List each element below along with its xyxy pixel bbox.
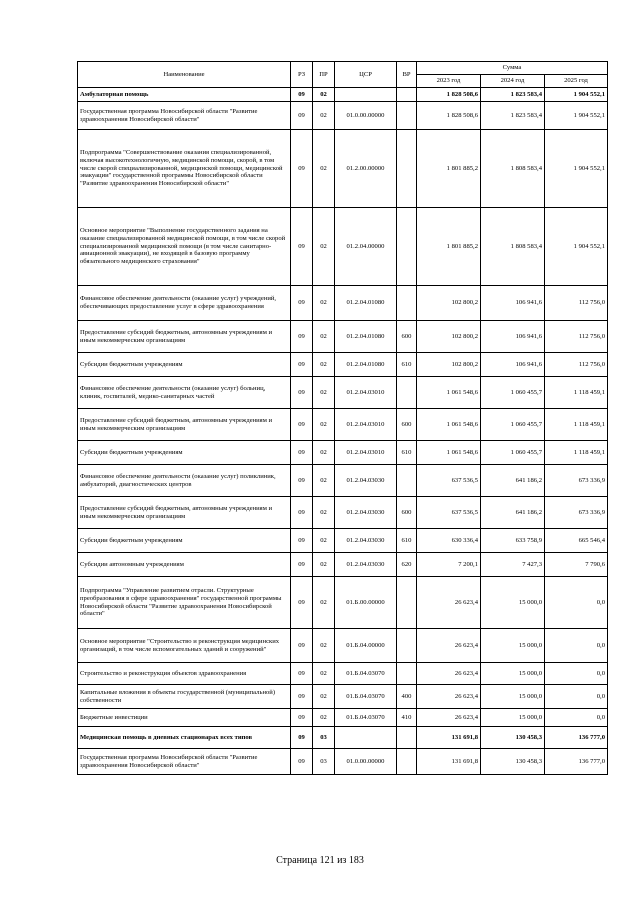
cell-2024: 15 000,0 — [481, 577, 545, 629]
cell-vr — [397, 577, 417, 629]
cell-csr: 01.2.04.03030 — [335, 465, 397, 497]
cell-vr — [397, 286, 417, 321]
table-row — [78, 286, 608, 321]
cell-pr: 02 — [313, 286, 335, 321]
cell-pr: 02 — [313, 321, 335, 353]
cell-2023: 26 623,4 — [417, 709, 481, 727]
cell-pr: 02 — [313, 88, 335, 102]
table-row — [78, 553, 608, 577]
cell-name: Финансовое обеспечение деятельности (оказание услуг) учреждений, обеспечивающих предоставление услуг в сфере здравоохранения — [78, 286, 291, 321]
table-row — [78, 377, 608, 409]
cell-2024: 106 941,6 — [481, 321, 545, 353]
cell-rz: 09 — [291, 208, 313, 286]
cell-name: Подпрограмма "Совершенствование оказания специализированной, включая высокотехнологичную, медицинской помощи, скорой, в том числе скорой специализированной, медицинской помощи, медицинской эвакуации" государственной программы Новосибирской области "Развитие здравоохранения Новосибирской области" — [78, 130, 291, 208]
cell-vr — [397, 377, 417, 409]
cell-pr: 02 — [313, 497, 335, 529]
cell-2025: 0,0 — [545, 577, 608, 629]
table-row — [78, 465, 608, 497]
cell-2023: 26 623,4 — [417, 577, 481, 629]
cell-csr: 01.2.04.03010 — [335, 409, 397, 441]
cell-pr: 03 — [313, 727, 335, 749]
cell-csr: 01.2.04.00000 — [335, 208, 397, 286]
cell-2024: 130 458,3 — [481, 727, 545, 749]
cell-2025: 136 777,0 — [545, 749, 608, 775]
cell-2025: 112 756,0 — [545, 353, 608, 377]
cell-csr: 01.2.04.03030 — [335, 553, 397, 577]
cell-2024: 15 000,0 — [481, 663, 545, 685]
cell-vr — [397, 727, 417, 749]
cell-rz: 09 — [291, 130, 313, 208]
cell-csr: 01.Б.04.00000 — [335, 629, 397, 663]
cell-rz: 09 — [291, 409, 313, 441]
col-header-rz: РЗ — [291, 62, 313, 88]
cell-pr: 02 — [313, 409, 335, 441]
cell-2025: 112 756,0 — [545, 321, 608, 353]
cell-pr: 02 — [313, 629, 335, 663]
cell-rz: 09 — [291, 353, 313, 377]
cell-name: Подпрограмма "Управление развитием отрасли. Структурные преобразования в сфере здравоохранения" государственной программы Новосибирской области "Развитие здравоохранения Новосибирской области" — [78, 577, 291, 629]
table-row — [78, 208, 608, 286]
cell-2025: 673 336,9 — [545, 497, 608, 529]
cell-csr: 01.0.00.00000 — [335, 749, 397, 775]
cell-name: Государственная программа Новосибирской области "Развитие здравоохранения Новосибирской области" — [78, 749, 291, 775]
cell-rz: 09 — [291, 709, 313, 727]
cell-rz: 09 — [291, 663, 313, 685]
cell-2025: 1 904 552,1 — [545, 208, 608, 286]
cell-name: Предоставление субсидий бюджетным, автономным учреждениям и иным некоммерческим организациям — [78, 321, 291, 353]
cell-2025: 112 756,0 — [545, 286, 608, 321]
cell-2025: 0,0 — [545, 709, 608, 727]
cell-2025: 1 118 459,1 — [545, 377, 608, 409]
cell-2023: 1 801 885,2 — [417, 130, 481, 208]
cell-rz: 09 — [291, 553, 313, 577]
table-row — [78, 409, 608, 441]
cell-2025: 665 546,4 — [545, 529, 608, 553]
cell-2024: 641 186,2 — [481, 497, 545, 529]
table-header — [78, 62, 608, 88]
cell-pr: 02 — [313, 130, 335, 208]
cell-pr: 02 — [313, 465, 335, 497]
col-header-vr: ВР — [397, 62, 417, 88]
cell-2023: 26 623,4 — [417, 663, 481, 685]
cell-name: Медицинская помощь в дневных стационарах всех типов — [78, 727, 291, 749]
cell-rz: 09 — [291, 286, 313, 321]
cell-pr: 02 — [313, 353, 335, 377]
cell-csr: 01.2.00.00000 — [335, 130, 397, 208]
cell-vr — [397, 130, 417, 208]
cell-2025: 0,0 — [545, 629, 608, 663]
cell-rz: 09 — [291, 441, 313, 465]
table-body — [78, 88, 608, 775]
cell-2024: 1 808 583,4 — [481, 130, 545, 208]
cell-rz: 09 — [291, 749, 313, 775]
cell-2025: 7 790,6 — [545, 553, 608, 577]
page-number: Страница 121 из 183 — [276, 855, 364, 866]
table-row — [78, 130, 608, 208]
table-row — [78, 749, 608, 775]
cell-csr: 01.2.04.03030 — [335, 497, 397, 529]
cell-name: Предоставление субсидий бюджетным, автономным учреждениям и иным некоммерческим организациям — [78, 409, 291, 441]
col-header-csr: ЦСР — [335, 62, 397, 88]
budget-table — [77, 61, 608, 775]
cell-csr: 01.Б.04.03070 — [335, 709, 397, 727]
cell-2023: 1 828 508,6 — [417, 102, 481, 130]
cell-rz: 09 — [291, 88, 313, 102]
cell-rz: 09 — [291, 685, 313, 709]
cell-name: Бюджетные инвестиции — [78, 709, 291, 727]
cell-csr: 01.0.00.00000 — [335, 102, 397, 130]
cell-name: Субсидии бюджетным учреждениям — [78, 353, 291, 377]
cell-vr: 410 — [397, 709, 417, 727]
cell-pr: 02 — [313, 102, 335, 130]
cell-2023: 1 061 548,6 — [417, 441, 481, 465]
cell-name: Основное мероприятие "Выполнение государственного задания на оказание специализированной медицинской помощи, в том числе скорой специализированной медицинской помощи (в том числе санитарно-авиационной эвакуации), не входящей в базовую программу обязательного медицинского страхования" — [78, 208, 291, 286]
table-row — [78, 663, 608, 685]
cell-csr: 01.2.04.03010 — [335, 377, 397, 409]
cell-csr: 01.2.04.01080 — [335, 353, 397, 377]
cell-2023: 102 800,2 — [417, 286, 481, 321]
cell-2025: 136 777,0 — [545, 727, 608, 749]
cell-name: Субсидии автономным учреждениям — [78, 553, 291, 577]
cell-rz: 09 — [291, 529, 313, 553]
cell-name: Государственная программа Новосибирской области "Развитие здравоохранения Новосибирской области" — [78, 102, 291, 130]
cell-2024: 641 186,2 — [481, 465, 545, 497]
cell-2024: 1 823 583,4 — [481, 102, 545, 130]
cell-pr: 03 — [313, 749, 335, 775]
table-row — [78, 629, 608, 663]
cell-2024: 106 941,6 — [481, 286, 545, 321]
cell-2025: 673 336,9 — [545, 465, 608, 497]
cell-csr: 01.2.04.01080 — [335, 321, 397, 353]
cell-vr: 610 — [397, 353, 417, 377]
cell-name: Финансовое обеспечение деятельности (оказание услуг) больниц, клиник, госпиталей, медико-санитарных частей — [78, 377, 291, 409]
cell-2024: 633 758,9 — [481, 529, 545, 553]
col-header-pr: ПР — [313, 62, 335, 88]
table-row — [78, 577, 608, 629]
cell-vr: 400 — [397, 685, 417, 709]
cell-pr: 02 — [313, 377, 335, 409]
cell-csr: 01.2.04.01080 — [335, 286, 397, 321]
cell-pr: 02 — [313, 441, 335, 465]
cell-2024: 130 458,3 — [481, 749, 545, 775]
table-row — [78, 497, 608, 529]
cell-vr — [397, 208, 417, 286]
cell-vr: 610 — [397, 529, 417, 553]
cell-2024: 1 060 455,7 — [481, 441, 545, 465]
cell-pr: 02 — [313, 529, 335, 553]
cell-2025: 1 904 552,1 — [545, 88, 608, 102]
cell-pr: 02 — [313, 208, 335, 286]
cell-name: Субсидии бюджетным учреждениям — [78, 529, 291, 553]
cell-csr: 01.Б.04.03070 — [335, 685, 397, 709]
cell-vr — [397, 88, 417, 102]
cell-vr — [397, 663, 417, 685]
cell-2025: 0,0 — [545, 685, 608, 709]
table-row — [78, 529, 608, 553]
cell-rz: 09 — [291, 321, 313, 353]
cell-2024: 15 000,0 — [481, 685, 545, 709]
cell-2023: 7 200,1 — [417, 553, 481, 577]
cell-name: Амбулаторная помощь — [78, 88, 291, 102]
cell-2024: 15 000,0 — [481, 629, 545, 663]
cell-2023: 637 536,5 — [417, 497, 481, 529]
cell-2025: 1 118 459,1 — [545, 409, 608, 441]
cell-rz: 09 — [291, 377, 313, 409]
cell-2024: 7 427,3 — [481, 553, 545, 577]
cell-2023: 102 800,2 — [417, 321, 481, 353]
cell-2023: 637 536,5 — [417, 465, 481, 497]
table-row — [78, 441, 608, 465]
cell-name: Предоставление субсидий бюджетным, автономным учреждениям и иным некоммерческим организациям — [78, 497, 291, 529]
cell-vr: 600 — [397, 497, 417, 529]
cell-2025: 1 904 552,1 — [545, 102, 608, 130]
cell-rz: 09 — [291, 102, 313, 130]
cell-2023: 102 800,2 — [417, 353, 481, 377]
cell-pr: 02 — [313, 553, 335, 577]
cell-2024: 15 000,0 — [481, 709, 545, 727]
cell-2023: 26 623,4 — [417, 629, 481, 663]
cell-csr: 01.Б.00.00000 — [335, 577, 397, 629]
cell-2024: 1 060 455,7 — [481, 377, 545, 409]
cell-pr: 02 — [313, 685, 335, 709]
cell-pr: 02 — [313, 577, 335, 629]
cell-rz: 09 — [291, 497, 313, 529]
cell-2023: 26 623,4 — [417, 685, 481, 709]
cell-vr: 600 — [397, 321, 417, 353]
table-row — [78, 321, 608, 353]
table-row — [78, 685, 608, 709]
cell-rz: 09 — [291, 629, 313, 663]
cell-rz: 09 — [291, 727, 313, 749]
table-row — [78, 727, 608, 749]
cell-2023: 1 061 548,6 — [417, 377, 481, 409]
cell-name: Капитальные вложения в объекты государственной (муниципальной) собственности — [78, 685, 291, 709]
col-header-2024: 2024 год — [481, 75, 545, 88]
table-row — [78, 353, 608, 377]
cell-csr — [335, 88, 397, 102]
cell-2024: 1 823 583,4 — [481, 88, 545, 102]
col-header-name: Наименование — [78, 62, 291, 88]
cell-vr — [397, 629, 417, 663]
cell-2025: 1 904 552,1 — [545, 130, 608, 208]
cell-2023: 131 691,8 — [417, 749, 481, 775]
cell-2024: 106 941,6 — [481, 353, 545, 377]
cell-name: Субсидии бюджетным учреждениям — [78, 441, 291, 465]
cell-2025: 1 118 459,1 — [545, 441, 608, 465]
cell-rz: 09 — [291, 465, 313, 497]
cell-csr — [335, 727, 397, 749]
cell-name: Финансовое обеспечение деятельности (оказание услуг) поликлиник, амбулаторий, диагностических центров — [78, 465, 291, 497]
cell-2023: 131 691,8 — [417, 727, 481, 749]
cell-rz: 09 — [291, 577, 313, 629]
table-row — [78, 88, 608, 102]
cell-2023: 1 061 548,6 — [417, 409, 481, 441]
col-header-2025: 2025 год — [545, 75, 608, 88]
cell-2023: 630 336,4 — [417, 529, 481, 553]
cell-vr — [397, 102, 417, 130]
cell-name: Строительство и реконструкция объектов здравоохранения — [78, 663, 291, 685]
table-row — [78, 102, 608, 130]
col-header-sum: Сумма — [417, 62, 608, 75]
cell-vr: 610 — [397, 441, 417, 465]
cell-vr: 600 — [397, 409, 417, 441]
cell-2025: 0,0 — [545, 663, 608, 685]
cell-2023: 1 801 885,2 — [417, 208, 481, 286]
cell-vr: 620 — [397, 553, 417, 577]
cell-vr — [397, 465, 417, 497]
cell-pr: 02 — [313, 663, 335, 685]
cell-csr: 01.2.04.03030 — [335, 529, 397, 553]
col-header-2023: 2023 год — [417, 75, 481, 88]
cell-vr — [397, 749, 417, 775]
cell-csr: 01.Б.04.03070 — [335, 663, 397, 685]
cell-2024: 1 808 583,4 — [481, 208, 545, 286]
cell-2023: 1 828 508,6 — [417, 88, 481, 102]
cell-2024: 1 060 455,7 — [481, 409, 545, 441]
cell-pr: 02 — [313, 709, 335, 727]
cell-name: Основное мероприятие "Строительство и реконструкция медицинских организаций, в том числе вспомогательных зданий и сооружений" — [78, 629, 291, 663]
table-row — [78, 709, 608, 727]
cell-csr: 01.2.04.03010 — [335, 441, 397, 465]
